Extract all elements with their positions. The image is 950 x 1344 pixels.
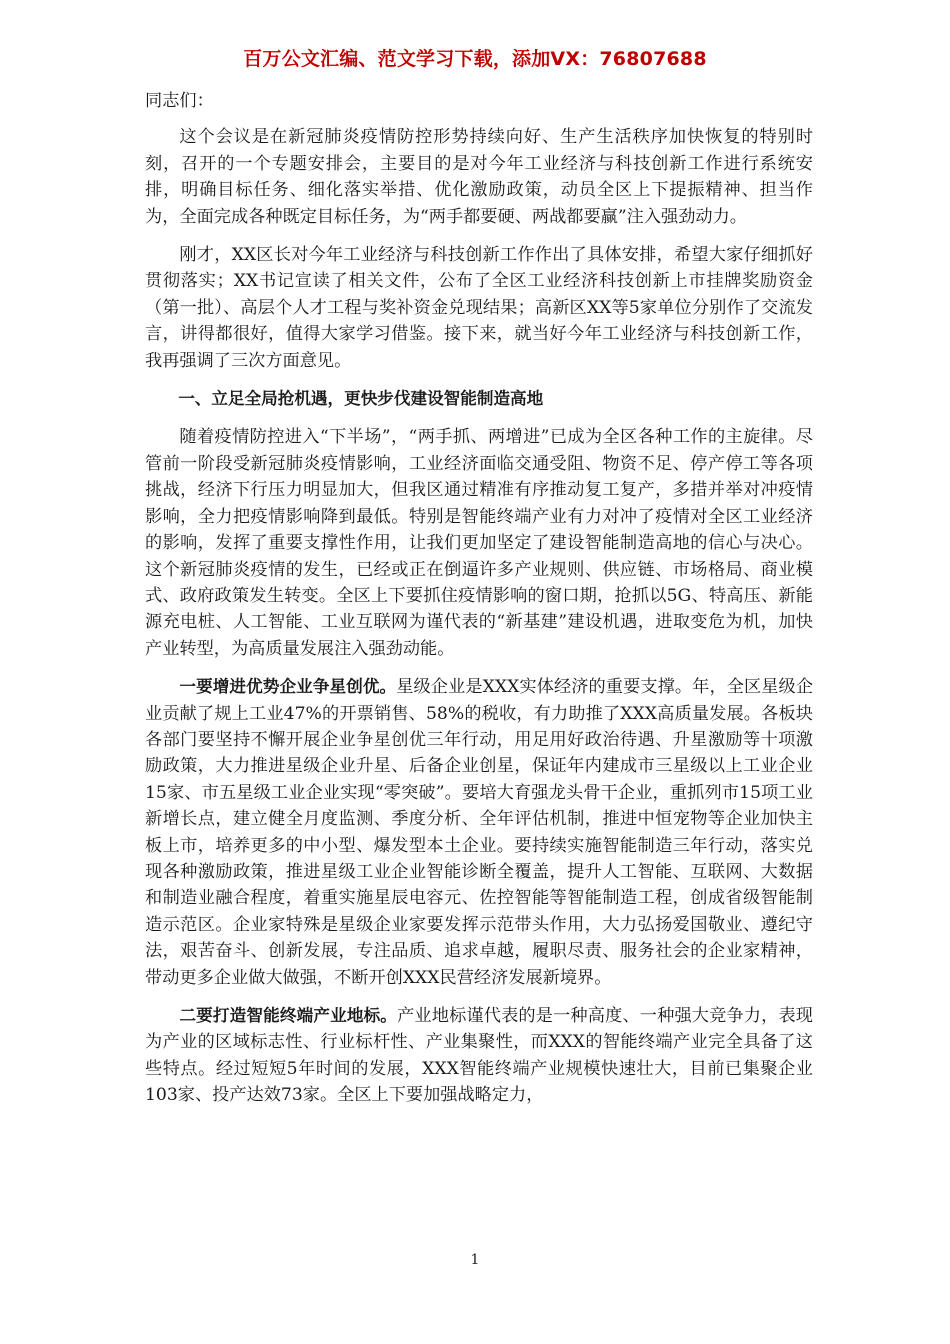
point-1-text: 星级企业是XXX实体经济的重要支撑。年，全区星级企业贡献了规上工业47%的开票销售、58%的税收，有力助推了XXX高质量发展。各板块各部门要坚持不懈开展企业争星创优三年行动，用足用好政治待遇、升星激励等十项激励政策，大力推进星级企业升星、后备企业创星，保证年内建成市三星级以上工业企业15家、市五星级工业企业实现“零突破”。要培大育强龙头骨干企业，重抓列市15项工业新增长点，建立健全月度监测、季度分析、全年评估机制，推进中恒宠物等企业加快主板上市，培养更多的中小型、爆发型本土企业。要持续实施智能制造三年行动，落实兑现各种激励政策，推进星级工业企业智能诊断全覆盖，提升人工智能、互联网、大数据和制造业融合程度，着重实施星辰电容元、佐控智能等智能制造工程，创成省级智能制造示范区。企业家特殊是星级企业家要发挥示范带头作用，大力弘扬爱国敬业、遵纪守法，艰苦奋斗、创新发展，专注品质、追求卓越，履职尽责、服务社会的企业家精神，带动更多企业做大做强，不断开创XXX民营经济发展新境界。 xyxy=(145,677,814,988)
point-2-lead: 二要打造智能终端产业地标。 xyxy=(179,1006,398,1025)
paragraph-review: 刚才，XX区长对今年工业经济与科技创新工作作出了具体安排，希望大家仔细抓好贯彻落实；XX书记宣读了相关文件，公布了全区工业经济科技创新上市挂牌奖励资金（第一批）、高层个人才工程与奖补资金兑现结果；高新区XX等5家单位分别作了交流发言，讲得都很好，值得大家学习借鉴。接下来，就当好今年工业经济与科技创新工作，我再强调了三次方面意见。 xyxy=(145,245,813,371)
point-1-lead: 一要增进优势企业争星创优。 xyxy=(179,677,397,697)
paragraph-point-2 xyxy=(145,1003,813,1109)
paragraph-context: 随着疫情防控进入“下半场”，“两手抓、两增进”已成为全区各种工作的主旋律。尽管前一阶段受新冠肺炎疫情影响，工业经济面临交通受阻、物资不足、停产停工等各项挑战，经济下行压力明显加大，但我区通过精准有序推动复工复产，多措并举对冲疫情影响，全力把疫情影响降到最低。特别是智能终端产业有力对冲了疫情对全区工业经济的影响，发挥了重要支撑性作用，让我们更加坚定了建设智能制造高地的信心与决心。这个新冠肺炎疫情的发生，已经或正在倒逼许多产业规则、供应链、市场格局、商业模式、政府政策发生转变。全区上下要抓住疫情影响的窗口期，抢抓以5G、特高压、新能源充电桩、人工智能、工业互联网为谨代表的“新基建”建设机遇，进取变危为机，加快产业转型，为高质量发展注入强劲动能。 xyxy=(145,427,813,659)
point-2-text: 产业地标谨代表的是一种高度、一种强大竞争力，表现为产业的区域标志性、行业标杆性、产业集聚性，而XXX的智能终端产业完全具备了这些特点。经过短短5年时间的发展，XXX智能终端产业规模快速壮大，目前已集聚企业103家、投产达效73家。全区上下要加强战略定力， xyxy=(145,1006,813,1106)
document-body xyxy=(145,88,813,1121)
paragraph-point-1 xyxy=(145,674,813,991)
paragraph-opening: 这个会议是在新冠肺炎疫情防控形势持续向好、生产生活秩序加快恢复的特别时刻，召开的一个专题安排会，主要目的是对今年工业经济与科技创新工作进行系统安排，明确目标任务、细化落实举措、优化激励政策，动员全区上下提振精神、担当作为，全面完成各种既定目标任务，为“两手都要硬、两战都要赢”注入强劲动力。 xyxy=(145,127,813,227)
header-banner xyxy=(0,44,950,71)
header-text: 百万公文汇编、范文学习下载，添加VX：76807688 xyxy=(243,48,707,70)
page-number: 1 xyxy=(470,1252,480,1268)
salutation: 同志们： xyxy=(145,91,214,111)
section-heading-1: 一、立足全局抢机遇，更快步伐建设智能制造高地 xyxy=(178,389,544,409)
